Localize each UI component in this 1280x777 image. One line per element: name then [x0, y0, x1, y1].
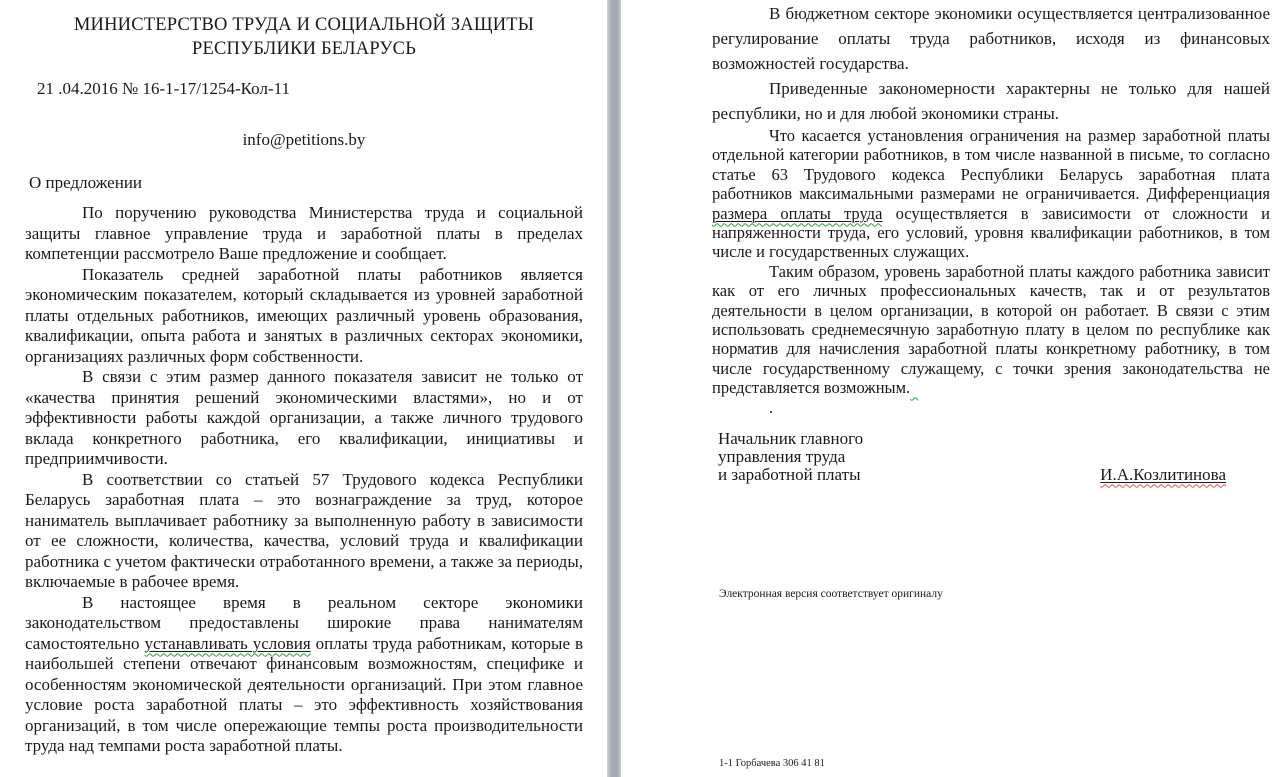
body-paragraph-3: В связи с этим размер данного показателя зависит не только от «качества принятия решений экономическими властями», но и от эффективности работы каждой организации, а также личного трудового вклада конкретного работника, его квалификации, инициативы и предприимчивости. — [25, 367, 583, 468]
underlined-phrase-right: размера оплаты труда — [712, 203, 883, 223]
ministry-title-line1: МИНИСТЕРСТВО ТРУДА И СОЦИАЛЬНОЙ ЗАЩИТЫ — [73, 15, 535, 35]
body-paragraph-7: Приведенные закономерности характерны не только для нашей республики, но и для любой экономики страны. — [712, 79, 1270, 123]
body-paragraph-9 — [712, 262, 1270, 398]
body-paragraph-4: В соответствии со статьей 57 Трудового кодекса Республики Беларусь заработная плата – это вознаграждение за труд, которое наниматель выплачивает работнику за выполненную работу в зависимости от ее сложности, количества, качества, условий труда и квалификации работника с учетом фактически отработанного времени, а также за периоды, включаемые в рабочее время. — [25, 469, 583, 591]
body-paragraph-1: По поручению руководства Министерства труда и социальной защиты главное управление труда и заработной платы в пределах компетенции рассмотрело Ваше предложение и сообщает. — [25, 203, 583, 263]
contact-footer: 1-1 Горбачева 306 41 81 — [719, 758, 825, 769]
grammar-squiggle-mark — [910, 378, 918, 397]
stray-period: . — [769, 397, 774, 417]
certification-note: Электронная версия соответствует оригиналу — [719, 588, 943, 600]
signature-position — [718, 430, 863, 483]
reference-number: 21 .04.2016 № 16-1-17/1254-Кол-11 — [37, 79, 290, 98]
paragraph-9-text: Таким образом, уровень заработной платы каждого работника зависит как от его личных профессиональных качеств, так и от результатов деятельности в целом организации, в которой он работает. В связи с этим использовать среднемесячную заработную плату в целом по республике как норматив для начисления заработной платы конкретному работнику, в том числе государственному служащему, с точки зрения законодательства не представляется возможным. — [712, 261, 1270, 398]
ministry-title — [25, 13, 583, 61]
signature-block — [718, 430, 1270, 483]
body-paragraph-5 — [25, 593, 583, 757]
paragraph-8-text-cont: осуществляется в зависимости от сложности и напряженности труда, его условий, уровня квалификации работников, в том числе и государственных служащих. — [712, 203, 1271, 262]
signature-position-line2: управления труда — [718, 446, 846, 466]
signature-name: И.А.Козлитинова — [1100, 464, 1226, 484]
letter-body-left — [25, 203, 583, 757]
addressee-email: info@petitions.by — [242, 130, 366, 149]
body-paragraph-2: Показатель средней заработной платы работников является экономическим показателем, который складывается из уровней заработной платы отдельных работников, имеющих различный уровень образования, квалификации, опыта работа и занятых в различных секторах экономики, организациях различных форм собственности. — [25, 264, 583, 366]
ministry-title-line2: РЕСПУБЛИКИ БЕЛАРУСЬ — [191, 39, 417, 59]
paragraph-5-text: В настоящее время в реальном секторе экономики законодательством предоставлены широкие права нанимателям самостоятельно — [25, 592, 583, 653]
signature-position-line1: Начальник главного — [718, 429, 864, 448]
document-page-right — [712, 0, 1270, 777]
letter-body-right — [712, 1, 1270, 417]
paragraph-8-text: Что касается установления ограничения на размер заработной платы отдельной категории работников, в том числе названной в письме, то согласно статье 63 Трудового кодекса Республики Беларусь заработная плата работников максимальными размерами не ограничивается. Дифференциация — [712, 126, 1270, 204]
subject-line: О предложении — [29, 173, 143, 192]
signature-position-line3: и заработной платы — [718, 464, 861, 484]
body-paragraph-8 — [712, 126, 1270, 262]
document-page-left — [25, 13, 583, 757]
underlined-phrase-left: устанавливать условия — [144, 633, 311, 653]
body-paragraph-6: В бюджетном секторе экономики осуществляется централизованное регулирование оплаты труда работников, исходя из финансовых возможностей государства. — [712, 4, 1270, 73]
paragraph-5-text-cont: оплаты труда работникам, которые в наибольшей степени отвечают финансовым возможностям, специфике и особенностям экономической деятельности организаций. При этом главное условие роста заработной платы – это эффективность хозяйствования организаций, в том числе опережающие темпы роста производительности труда над темпами роста заработной платы. — [25, 633, 583, 755]
page-divider-scrollbar[interactable] — [607, 0, 621, 777]
